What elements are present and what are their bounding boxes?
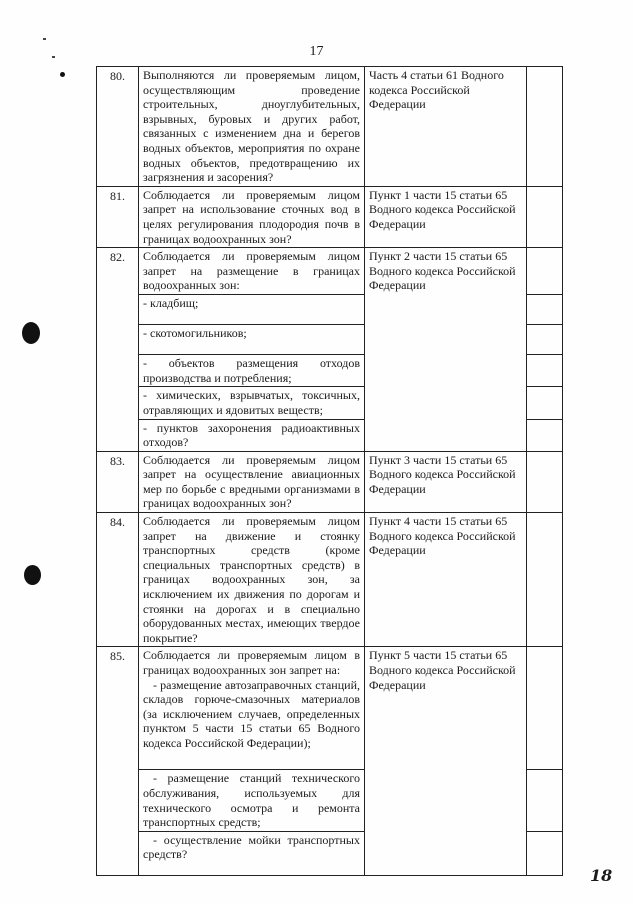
legal-reference: Пункт 2 части 15 статьи 65 Водного кодекса Российской Федерации bbox=[365, 248, 527, 452]
checklist-table bbox=[96, 66, 563, 876]
page-number: 17 bbox=[309, 44, 324, 59]
question-text-line: Соблюдается ли проверяемым лицом в границах водоохранных зон запрет на: bbox=[143, 648, 360, 677]
answer-cell[interactable] bbox=[527, 451, 563, 512]
question-text bbox=[139, 647, 365, 770]
table-row bbox=[97, 451, 563, 512]
row-number: 85. bbox=[97, 647, 139, 875]
handwritten-page-number: 18 bbox=[590, 866, 613, 885]
hole-punch-mark bbox=[60, 72, 65, 77]
sub-item-text: - скотомогильников; bbox=[139, 325, 365, 355]
answer-cell[interactable] bbox=[527, 647, 563, 770]
legal-reference: Пункт 4 части 15 статьи 65 Водного кодекса Российской Федерации bbox=[365, 513, 527, 647]
row-number: 82. bbox=[97, 248, 139, 452]
legal-reference: Часть 4 статьи 61 Водного кодекса Российской Федерации bbox=[365, 67, 527, 187]
hole-punch-mark bbox=[24, 565, 41, 585]
sub-item-text: - объектов размещения отходов производства и потребления; bbox=[139, 355, 365, 387]
hole-punch-mark bbox=[22, 322, 40, 344]
answer-cell[interactable] bbox=[527, 513, 563, 647]
sub-item-text: - кладбищ; bbox=[139, 295, 365, 325]
table-row bbox=[97, 67, 563, 187]
sub-item-text: - химических, взрывчатых, токсичных, отравляющих и ядовитых веществ; bbox=[139, 387, 365, 419]
question-text: Соблюдается ли проверяемым лицом запрет на движение и стоянку транспортных средств (кроме специальных транспортных средств) в границах водоохранных зон, за исключением их движения по дорогам и стоянки на дорогах и в специально оборудованных местах, имеющих твердое покрытие? bbox=[139, 513, 365, 647]
legal-reference: Пункт 1 части 15 статьи 65 Водного кодекса Российской Федерации bbox=[365, 186, 527, 247]
question-text: Соблюдается ли проверяемым лицом запрет на использование сточных вод в целях регулирования плодородия почв в границах водоохранных зон? bbox=[139, 186, 365, 247]
sub-item-text: - пунктов захоронения радиоактивных отходов? bbox=[139, 419, 365, 451]
answer-cell[interactable] bbox=[527, 325, 563, 355]
answer-cell[interactable] bbox=[527, 770, 563, 831]
row-number: 83. bbox=[97, 451, 139, 512]
answer-cell[interactable] bbox=[527, 67, 563, 187]
answer-cell[interactable] bbox=[527, 295, 563, 325]
answer-cell[interactable] bbox=[527, 419, 563, 451]
sub-item-text: - размещение автозаправочных станций, складов горюче-смазочных материалов (за исключением случаев, определенных пунктом 5 части 15 статьи 65 Водного кодекса Российской Федерации); bbox=[143, 677, 360, 750]
question-text: Соблюдается ли проверяемым лицом запрет на осуществление авиационных мер по борьбе с вредными организмами в границах водоохранных зон? bbox=[139, 451, 365, 512]
legal-reference: Пункт 5 части 15 статьи 65 Водного кодекса Российской Федерации bbox=[365, 647, 527, 875]
scan-mark bbox=[52, 56, 55, 58]
legal-reference: Пункт 3 части 15 статьи 65 Водного кодекса Российской Федерации bbox=[365, 451, 527, 512]
table-row bbox=[97, 248, 563, 295]
answer-cell bbox=[527, 248, 563, 295]
answer-cell[interactable] bbox=[527, 831, 563, 875]
sub-item-text: - размещение станций технического обслуживания, используемых для технического осмотра и ремонта транспортных средств; bbox=[139, 770, 365, 831]
table-row bbox=[97, 513, 563, 647]
question-text: Соблюдается ли проверяемым лицом запрет на размещение в границах водоохранных зон: bbox=[139, 248, 365, 295]
answer-cell[interactable] bbox=[527, 186, 563, 247]
row-number: 81. bbox=[97, 186, 139, 247]
answer-cell[interactable] bbox=[527, 355, 563, 387]
answer-cell[interactable] bbox=[527, 387, 563, 419]
sub-item-text: - осуществление мойки транспортных средств? bbox=[139, 831, 365, 875]
row-number: 80. bbox=[97, 67, 139, 187]
scan-mark bbox=[43, 38, 46, 40]
table-row bbox=[97, 186, 563, 247]
row-number: 84. bbox=[97, 513, 139, 647]
question-text: Выполняются ли проверяемым лицом, осуществляющим проведение строительных, дноуглубительных, взрывных, буровых и других работ, связанных с изменением дна и берегов водных объектов, мероприятия по охране водных объектов, предотвращению их загрязнения и засорения? bbox=[139, 67, 365, 187]
table-row bbox=[97, 647, 563, 770]
